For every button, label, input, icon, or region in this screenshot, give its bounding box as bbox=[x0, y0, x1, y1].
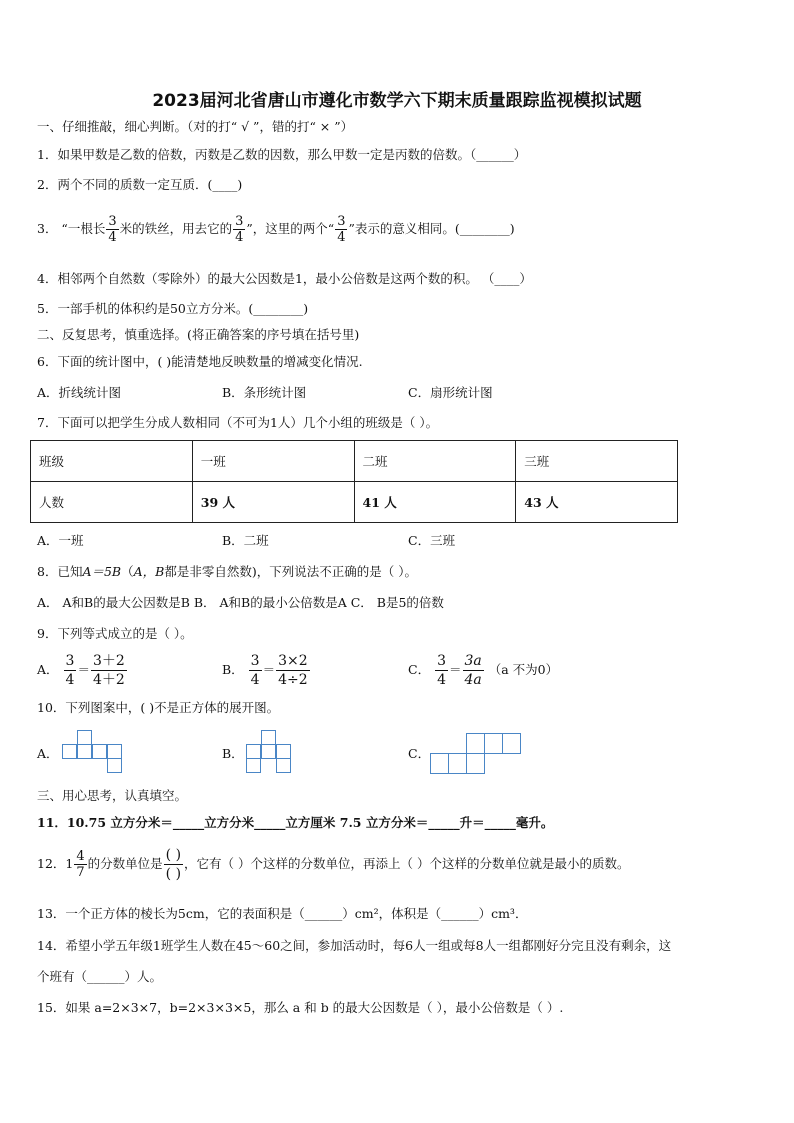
frac-den: 4 bbox=[65, 672, 75, 688]
q7-option-b: B．二班 bbox=[222, 533, 269, 548]
question-10: 10．下列图案中，( )不是正方体的展开图。 bbox=[37, 700, 280, 715]
question-15: 15．如果 a=2×3×7，b=2×3×3×5，那么 a 和 b 的最大公因数是（ ），最小公倍数是（ ）. bbox=[37, 1000, 564, 1015]
table-cell: 二班 bbox=[354, 441, 516, 482]
table-cell: 39 人 bbox=[192, 482, 354, 523]
q9-c-right-fraction bbox=[463, 652, 484, 689]
net-square bbox=[62, 744, 77, 759]
q12-post: ，它有（ ）个这样的分数单位，再添上（ ）个这样的分数单位就是最小的质数。 bbox=[184, 856, 630, 871]
q10-net-a bbox=[62, 730, 122, 776]
net-square bbox=[261, 730, 276, 745]
net-square bbox=[466, 733, 485, 754]
frac-num: ( ) bbox=[165, 847, 182, 863]
q10-option-c-label: C． bbox=[408, 746, 431, 761]
table-cell: 班级 bbox=[31, 441, 193, 482]
net-square bbox=[466, 753, 485, 774]
q9-a-label: A． bbox=[37, 662, 59, 677]
section3-heading: 三、用心思考，认真填空。 bbox=[37, 788, 188, 803]
q3-part1: 3． “一根长 bbox=[37, 221, 106, 236]
net-square bbox=[107, 758, 122, 773]
question-14-line-2: 个班有（______）人。 bbox=[37, 969, 163, 984]
q9-c-note: （a 不为0） bbox=[488, 662, 559, 677]
q12-whole: 1 bbox=[65, 856, 74, 871]
section2-heading: 二、反复思考，慎重选择。(将正确答案的序号填在括号里) bbox=[37, 327, 360, 342]
frac-num: 4 bbox=[76, 849, 85, 864]
question-4: 4．相邻两个自然数（零除外）的最大公因数是1，最小公倍数是这两个数的积。 （____） bbox=[37, 271, 532, 286]
q6-option-b: B．条形统计图 bbox=[222, 385, 307, 400]
question-6: 6．下面的统计图中，( )能清楚地反映数量的增减变化情况. bbox=[37, 354, 363, 369]
frac-den: 4÷2 bbox=[278, 672, 308, 688]
question-1: 1．如果甲数是乙数的倍数，丙数是乙数的因数，那么甲数一定是丙数的倍数。（______） bbox=[37, 147, 527, 162]
q3-fraction-3 bbox=[335, 214, 347, 245]
page-title: 2023届河北省唐山市遵化市数学六下期末质量跟踪监视模拟试题 bbox=[152, 91, 642, 111]
q12-fraction bbox=[74, 849, 86, 880]
q9-a-right-fraction bbox=[91, 652, 127, 689]
q8-options: A． A和B的最大公因数是B B． A和B的最小公倍数是A C． B是5的倍数 bbox=[37, 595, 444, 610]
frac-den: 4 bbox=[437, 672, 446, 688]
table-row bbox=[31, 482, 678, 523]
question-14-line-1: 14．希望小学五年级1班学生人数在45～60之间，参加活动时，每6人一组或每8人一组都刚好分完且没有剩余，这 bbox=[37, 938, 672, 953]
frac-num: 3a bbox=[464, 653, 482, 669]
net-square bbox=[261, 744, 276, 759]
q3-fraction-2 bbox=[233, 214, 245, 245]
table-header-row bbox=[31, 441, 678, 482]
question-5: 5．一部手机的体积约是50立方分米。(________) bbox=[37, 301, 309, 316]
question-2: 2．两个不同的质数一定互质．(____) bbox=[37, 177, 243, 192]
q10-option-b-label: B． bbox=[222, 746, 244, 761]
q3-fraction-1 bbox=[106, 214, 118, 245]
q8-stem-pre: 8．已知 bbox=[37, 564, 83, 579]
q9-b-label: B． bbox=[222, 662, 244, 677]
net-square bbox=[107, 744, 122, 759]
question-13: 13．一个正方体的棱长为5cm，它的表面积是（______）cm²，体积是（______）cm³． bbox=[37, 906, 528, 921]
question-12 bbox=[37, 846, 629, 883]
net-square bbox=[77, 744, 92, 759]
q8-stem-mid: （ bbox=[121, 564, 134, 579]
class-table bbox=[30, 440, 678, 523]
frac-num: 3＋2 bbox=[92, 653, 125, 669]
net-square bbox=[484, 733, 503, 754]
q8-vars: A，B bbox=[133, 564, 165, 579]
net-square bbox=[246, 758, 261, 773]
frac-den: ( ) bbox=[165, 866, 182, 882]
net-square bbox=[92, 744, 107, 759]
net-square bbox=[276, 744, 291, 759]
q9-option-c: C． $\frac{3}{4}$ ＝ $\frac{3a}{4a}$ （a 不为0） bbox=[408, 653, 559, 688]
q3-frac1-den: 4 bbox=[108, 230, 117, 245]
table-cell: 41 人 bbox=[354, 482, 516, 523]
question-8 bbox=[37, 563, 417, 581]
q9-b-left-fraction bbox=[249, 652, 262, 689]
frac-den: 7 bbox=[76, 865, 85, 880]
net-square bbox=[246, 744, 261, 759]
frac-den: 4 bbox=[250, 672, 260, 688]
question-7: 7．下面可以把学生分成人数相同（不可为1人）几个小组的班级是（ ）。 bbox=[37, 415, 439, 430]
net-square bbox=[430, 753, 449, 774]
frac-den: 4a bbox=[464, 672, 482, 688]
q3-frac3-num: 3 bbox=[337, 214, 346, 229]
q9-b-right-fraction bbox=[276, 652, 310, 689]
q9-a-left-fraction bbox=[64, 652, 77, 689]
q3-part4: ”表示的意义相同。(________) bbox=[348, 221, 515, 236]
table-cell: 三班 bbox=[516, 441, 678, 482]
q9-c-left-fraction bbox=[435, 652, 448, 689]
frac-num: 3×2 bbox=[278, 653, 308, 669]
q10-net-b bbox=[246, 730, 292, 776]
q3-part2: 米的铁丝，用去它的 bbox=[119, 221, 233, 236]
q12-mid: 的分数单位是 bbox=[87, 856, 163, 871]
net-square bbox=[502, 733, 521, 754]
q12-pre: 12． bbox=[37, 856, 66, 871]
q3-frac2-num: 3 bbox=[235, 214, 244, 229]
q10-net-c bbox=[430, 733, 522, 775]
table-cell: 一班 bbox=[192, 441, 354, 482]
q3-frac2-den: 4 bbox=[235, 230, 244, 245]
frac-num: 3 bbox=[65, 653, 75, 669]
frac-num: 3 bbox=[437, 653, 446, 669]
q9-option-b: B． $\frac{3}{4}$ ＝ $\frac{3\times 2}{4\div 2}$ bbox=[222, 653, 308, 688]
q8-stem-post: 都是非零自然数)，下列说法不正确的是（ ）。 bbox=[164, 564, 417, 579]
q3-frac1-num: 3 bbox=[108, 214, 117, 229]
question-9: 9．下列等式成立的是（ ）。 bbox=[37, 626, 193, 641]
q12-answer-fraction bbox=[164, 846, 183, 883]
net-square bbox=[276, 758, 291, 773]
section1-heading: 一、仔细推敲，细心判断。（对的打“ √ ”，错的打“ × ”） bbox=[37, 119, 354, 134]
q7-option-a: A．一班 bbox=[37, 533, 84, 548]
net-square bbox=[77, 730, 92, 745]
question-3 bbox=[37, 214, 515, 245]
q10-option-a-label: A． bbox=[37, 746, 59, 761]
q3-frac3-den: 4 bbox=[337, 230, 346, 245]
frac-den: 4＋2 bbox=[92, 672, 125, 688]
question-11: 11．10.75 立方分米＝_____立方分米_____立方厘米 7.5 立方分米＝_____升＝_____毫升。 bbox=[37, 815, 554, 830]
q9-option-a: A． $\frac{3}{4}$ ＝ $\frac{3+2}{4+2}$ bbox=[37, 653, 125, 688]
q6-option-c: C．扇形统计图 bbox=[408, 385, 493, 400]
table-cell: 人数 bbox=[31, 482, 193, 523]
net-square bbox=[448, 753, 467, 774]
frac-num: 3 bbox=[250, 653, 260, 669]
q3-part3: ”，这里的两个“ bbox=[246, 221, 335, 236]
q8-expression: A＝5B bbox=[82, 564, 122, 579]
q7-option-c: C．三班 bbox=[408, 533, 456, 548]
table-cell: 43 人 bbox=[516, 482, 678, 523]
q9-c-label: C． bbox=[408, 662, 431, 677]
q6-option-a: A．折线统计图 bbox=[37, 385, 122, 400]
